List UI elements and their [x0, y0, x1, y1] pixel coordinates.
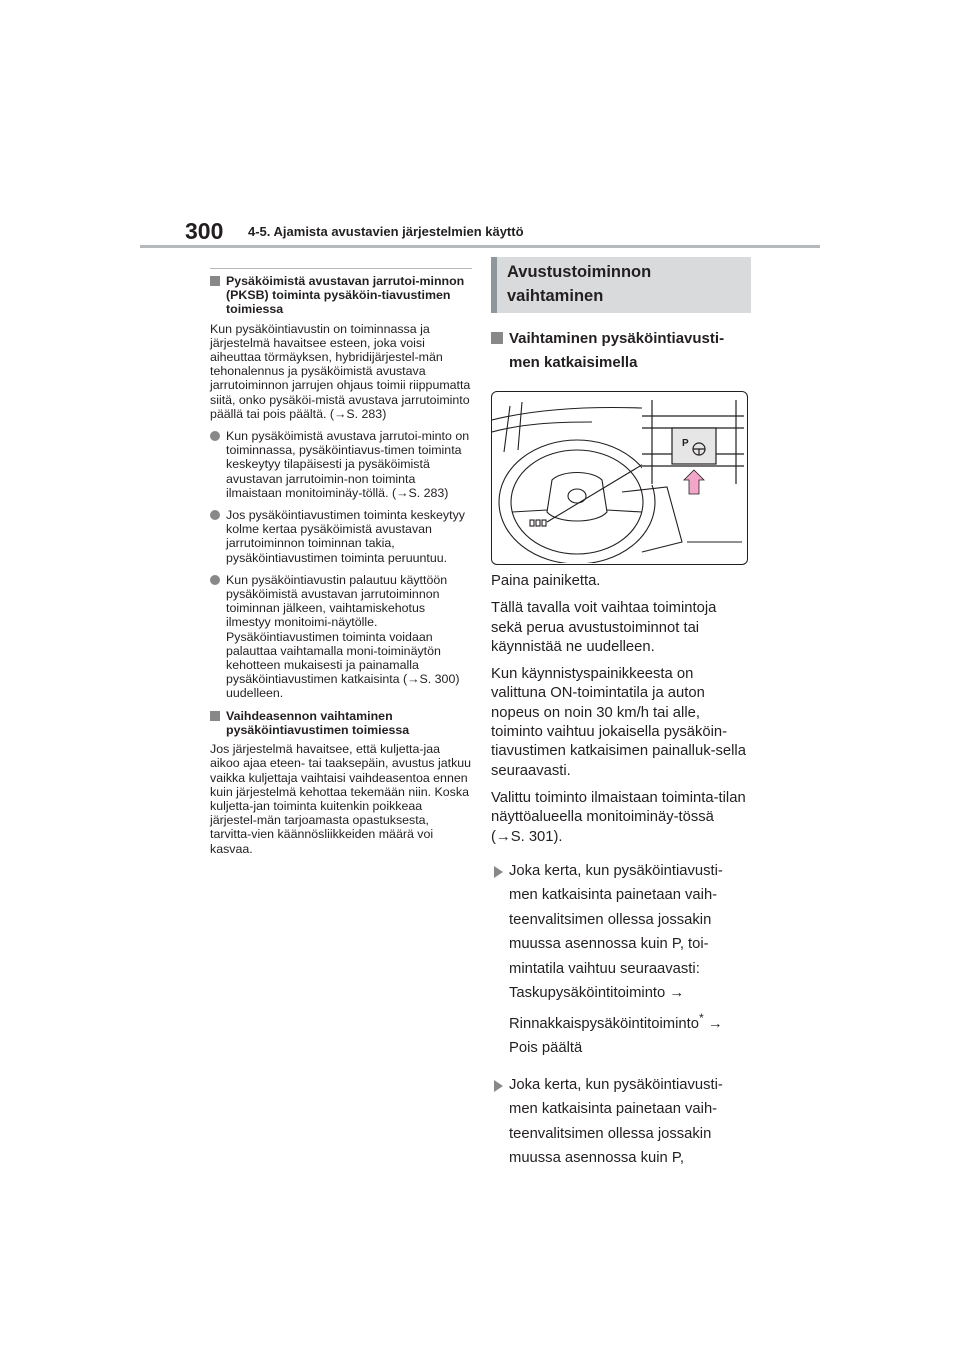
bullet-item: Kun pysäköintiavustin palautuu käyttöön pysäköimistä avustavan jarrutoiminnon toiminnan jälkeen, vaihtamiskehotus ilmestyy monitoimi-näytölle. Pysäköintiavustimen toiminta voidaan palauttaa vaihtamalla moni-toiminäytön kehotteen mukaisesti ja painamalla pysäköintiavustimen katkaisinta (→S. 300) uudelleen.	[210, 573, 472, 701]
footnote-marker: *	[698, 1010, 704, 1025]
triangle-bullet-icon	[494, 1080, 503, 1092]
triangle-bullet-icon	[494, 866, 503, 878]
list-item: Joka kerta, kun pysäköintiavusti-men katkaisinta painetaan vaih-teenvalitsimen ollessa jossakin muussa asennossa kuin P,	[491, 1073, 751, 1171]
dashboard-illustration	[491, 391, 748, 565]
paragraph: Jos järjestelmä havaitsee, että kuljetta-jaa aikoo ajaa eteen- tai taaksepäin, avustus jatkuu vaikka kuljettaja vaihtaisi vaihdeasentoa ennen kuin järjestelmä kehottaa tekemään niin. Koska kuljetta-jan toiminta kuitenkin poikkeaa järjestel-män tarjoamasta opastuksesta, tarvitta-vien käännösliikkeiden määrä voi kasvaa.	[210, 742, 472, 856]
paragraph: Paina painiketta.	[491, 573, 601, 589]
circle-bullet-icon	[210, 575, 220, 585]
list-item: Joka kerta, kun pysäköintiavusti-men katkaisinta painetaan vaih-teenvalitsimen ollessa jossakin muussa asennossa kuin P, toi-mintatila vaihtuu seuraavasti: Taskupysäköintitoiminto → Rinnakkaispysäköintitoiminto* → Pois päältä	[491, 859, 751, 1061]
mode-line: Rinnakkaispysäköintitoiminto	[509, 1015, 699, 1032]
paragraph: Kun pysäköintiavustin on toiminnassa ja järjestelmä havaitsee esteen, joka voisi aiheuttaa törmäyksen, hybridijärjestel-män tehonalennus ja pysäköimistä avustava jarrutoiminnon jarrujen ohjaus toimii riippumatta siitä, onko pysäköi-mistä avustava jarrutoiminto päällä tai pois päältä. (→S. 283)	[210, 321, 471, 421]
paragraph: Tällä tavalla voit vaihtaa toimintoja sekä perua avustustoiminnot tai käynnistää ne uudelleen.	[491, 600, 717, 655]
bullet-item: Kun pysäköimistä avustava jarrutoi-minto on toiminnassa, pysäköintiavus-timen toiminta keskeytyy tilapäisesti ja pysäköimistä avustavan jarrutoimin-non toiminta ilmaistaan monitoiminäy-töllä. (→S. 283)	[210, 429, 472, 500]
paragraph: Valittu toiminto ilmaistaan toiminta-tilan näyttöalueella monitoiminäy-tössä (→S. 301).	[491, 789, 746, 845]
bullet-item: Jos pysäköintiavustimen toiminta keskeytyy kolme kertaa pysäköimistä avustavan jarrutoiminnon toiminnan takia, pysäköintiavustimen toiminta peruuntuu.	[210, 508, 472, 565]
square-bullet-icon	[210, 711, 220, 721]
circle-bullet-icon	[210, 431, 220, 441]
paragraph: Kun käynnistyspainikkeesta on valittuna ON-toimintatila ja auton nopeus on noin 30 km/h tai alle, toiminto vaihtuu jokaisella pysäköin-tiavustimen katkaisimen painalluk-sella seuraavasti.	[491, 666, 746, 779]
square-bullet-icon	[491, 332, 503, 344]
right-column	[491, 257, 751, 1171]
section-title: Pysäköimistä avustavan jarrutoi-minnon (PKSB) toiminta pysäköin-tiavustimen toimiessa	[210, 274, 472, 317]
mode-line: Taskupysäköintitoiminto →	[509, 985, 685, 1002]
section-divider	[210, 268, 472, 269]
switch-label: P	[682, 438, 689, 449]
section-title: Vaihdeasennon vaihtaminen pysäköintiavustimen toimiessa	[210, 709, 472, 737]
page-number: 300	[185, 218, 224, 244]
section-heading: Avustustoiminnon vaihtaminen	[491, 257, 751, 313]
left-column	[210, 268, 472, 864]
dashboard-drawing	[492, 392, 746, 563]
subsection-title: Vaihtaminen pysäköintiavusti-men katkaisimella	[491, 327, 751, 375]
square-bullet-icon	[210, 276, 220, 286]
chapter-title: 4-5. Ajamista avustavien järjestelmien käyttö	[248, 224, 524, 239]
mode-line: Pois päältä	[509, 1040, 583, 1057]
header-rule	[140, 245, 820, 248]
circle-bullet-icon	[210, 510, 220, 520]
